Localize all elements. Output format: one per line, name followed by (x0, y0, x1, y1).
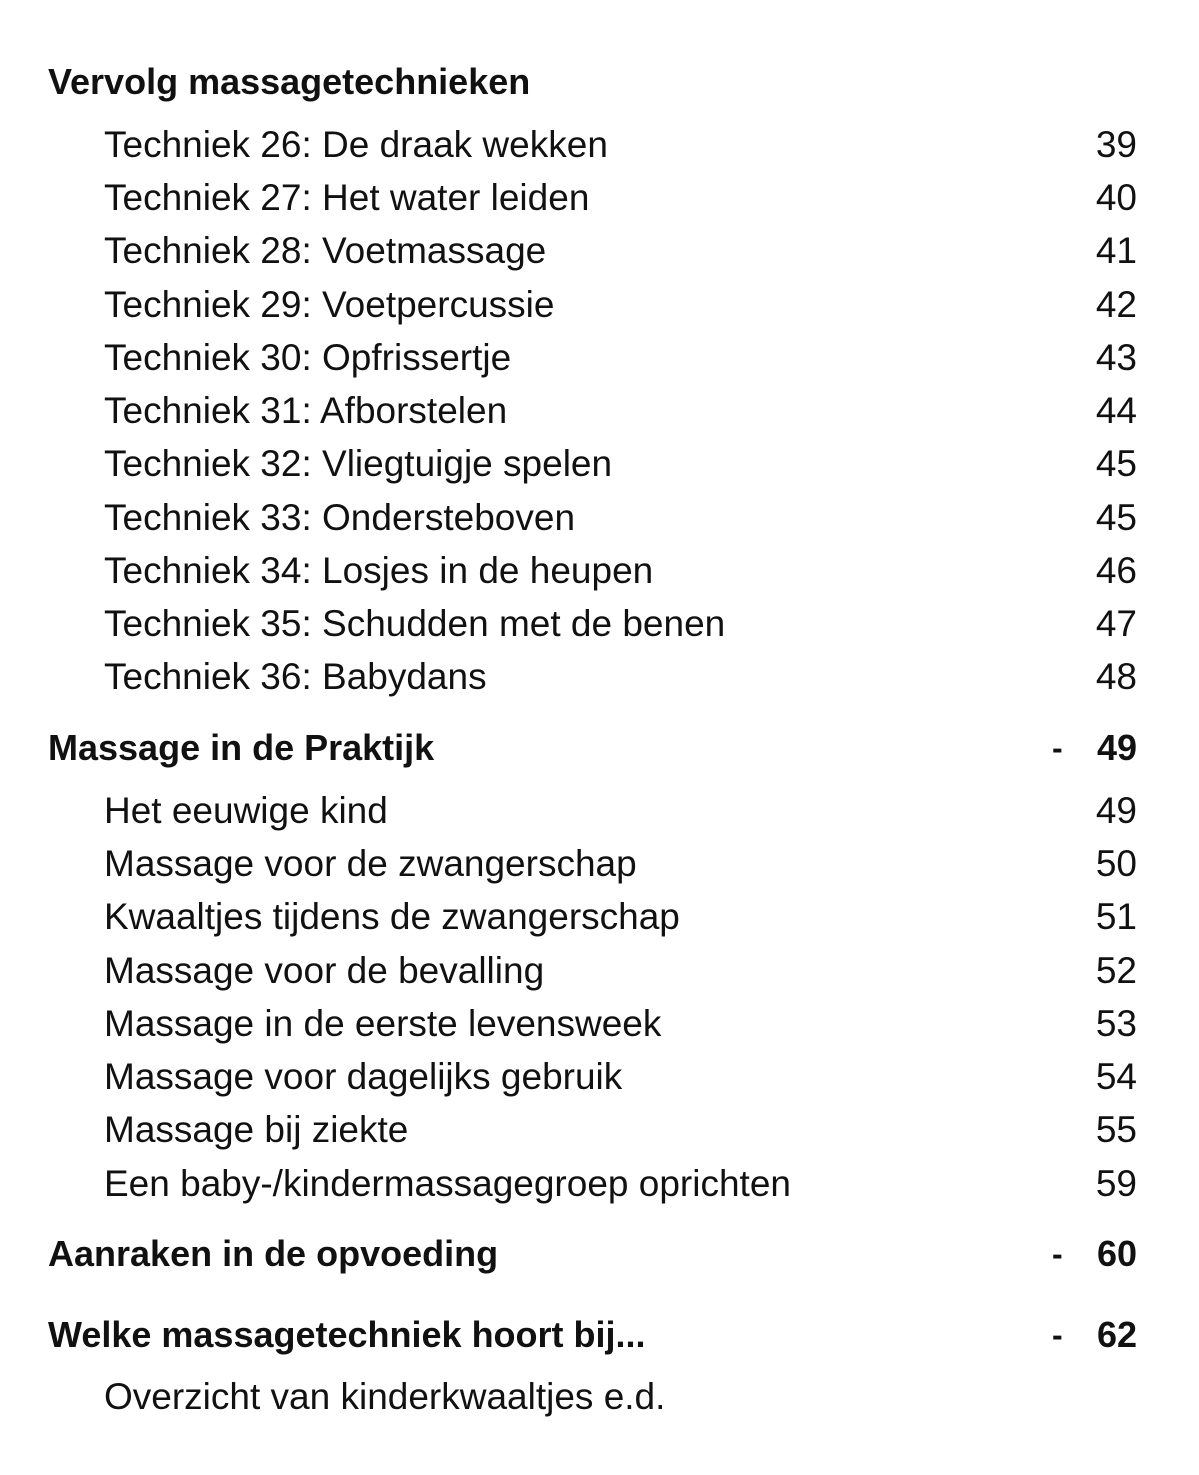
toc-entry[interactable] (0, 384, 1199, 438)
toc-section-heading[interactable] (0, 1308, 1199, 1362)
entry-title: Techniek 35: Schudden met de benen (104, 603, 726, 644)
entry-page-number: 47 (1095, 603, 1137, 644)
entry-page-number: 53 (1095, 1003, 1137, 1044)
entry-title: Techniek 34: Losjes in de heupen (104, 550, 654, 591)
toc-section-heading[interactable] (0, 721, 1199, 775)
toc-entry[interactable] (0, 837, 1199, 891)
toc-entry[interactable] (0, 278, 1199, 332)
entry-title: Massage bij ziekte (104, 1109, 409, 1150)
section-title: Aanraken in de opvoeding (48, 1233, 499, 1274)
entry-title: Techniek 29: Voetpercussie (104, 284, 555, 325)
entry-page-number: 50 (1095, 843, 1137, 884)
leader-dash: - (1052, 1317, 1063, 1353)
entry-title: Techniek 36: Babydans (104, 656, 487, 697)
toc-section-heading[interactable] (0, 1227, 1199, 1281)
leader-dash: - (1052, 730, 1063, 766)
entry-title: Techniek 30: Opfrissertje (104, 337, 512, 378)
entry-page-number: 48 (1095, 656, 1137, 697)
toc-entry[interactable] (0, 1103, 1199, 1157)
entry-title: Massage voor dagelijks gebruik (104, 1056, 623, 1097)
toc-section-heading[interactable] (0, 55, 1199, 109)
section-title: Massage in de Praktijk (48, 727, 435, 768)
entry-title: Techniek 33: Ondersteboven (104, 497, 576, 538)
entry-page-number: 42 (1095, 284, 1137, 325)
toc-entry[interactable] (0, 544, 1199, 598)
section-page-number: 62 (1096, 1314, 1137, 1355)
toc-entry[interactable] (0, 491, 1199, 545)
section-page-number: 49 (1096, 727, 1137, 768)
entry-title: Techniek 32: Vliegtuigje spelen (104, 443, 613, 484)
entry-page-number: 44 (1095, 390, 1137, 431)
entry-page-number: 40 (1095, 177, 1137, 218)
entry-title: Techniek 31: Afborstelen (104, 390, 508, 431)
entry-page-number: 39 (1095, 124, 1137, 165)
entry-title: Een baby-/kindermassagegroep oprichten (104, 1163, 791, 1204)
entry-title: Techniek 28: Voetmassage (104, 230, 547, 271)
toc-entry[interactable] (0, 1050, 1199, 1104)
entry-title: Overzicht van kinderkwaaltjes e.d. (104, 1376, 666, 1417)
section-title: Vervolg massagetechnieken (48, 61, 531, 102)
entry-page-number: 46 (1095, 550, 1137, 591)
toc-entry[interactable] (0, 118, 1199, 172)
entry-page-number: 55 (1095, 1109, 1137, 1150)
entry-page-number: 52 (1095, 950, 1137, 991)
section-title: Welke massagetechniek hoort bij... (48, 1314, 646, 1355)
entry-page-number: 45 (1095, 497, 1137, 538)
toc-entry[interactable] (0, 890, 1199, 944)
entry-title: Kwaaltjes tijdens de zwangerschap (104, 896, 680, 937)
toc-entry[interactable] (0, 597, 1199, 651)
entry-page-number: 41 (1095, 230, 1137, 271)
entry-title: Massage in de eerste levensweek (104, 1003, 662, 1044)
toc-entry[interactable] (0, 1370, 1199, 1424)
toc-entry[interactable] (0, 224, 1199, 278)
entry-page-number: 49 (1095, 790, 1137, 831)
toc-entry[interactable] (0, 784, 1199, 838)
entry-page-number: 51 (1095, 896, 1137, 937)
entry-page-number: 43 (1095, 337, 1137, 378)
toc-entry[interactable] (0, 331, 1199, 385)
toc-entry[interactable] (0, 944, 1199, 998)
entry-title: Massage voor de bevalling (104, 950, 545, 991)
toc-entry[interactable] (0, 1157, 1199, 1211)
toc-entry[interactable] (0, 650, 1199, 704)
entry-page-number: 45 (1095, 443, 1137, 484)
entry-title: Techniek 27: Het water leiden (104, 177, 590, 218)
entry-title: Massage voor de zwangerschap (104, 843, 637, 884)
entry-title: Techniek 26: De draak wekken (104, 124, 608, 165)
toc-entry[interactable] (0, 437, 1199, 491)
toc-entry[interactable] (0, 171, 1199, 225)
entry-title: Het eeuwige kind (104, 790, 388, 831)
entry-page-number: 59 (1095, 1163, 1137, 1204)
entry-page-number: 54 (1095, 1056, 1137, 1097)
toc-entry[interactable] (0, 997, 1199, 1051)
section-page-number: 60 (1096, 1233, 1137, 1274)
leader-dash: - (1052, 1236, 1063, 1272)
